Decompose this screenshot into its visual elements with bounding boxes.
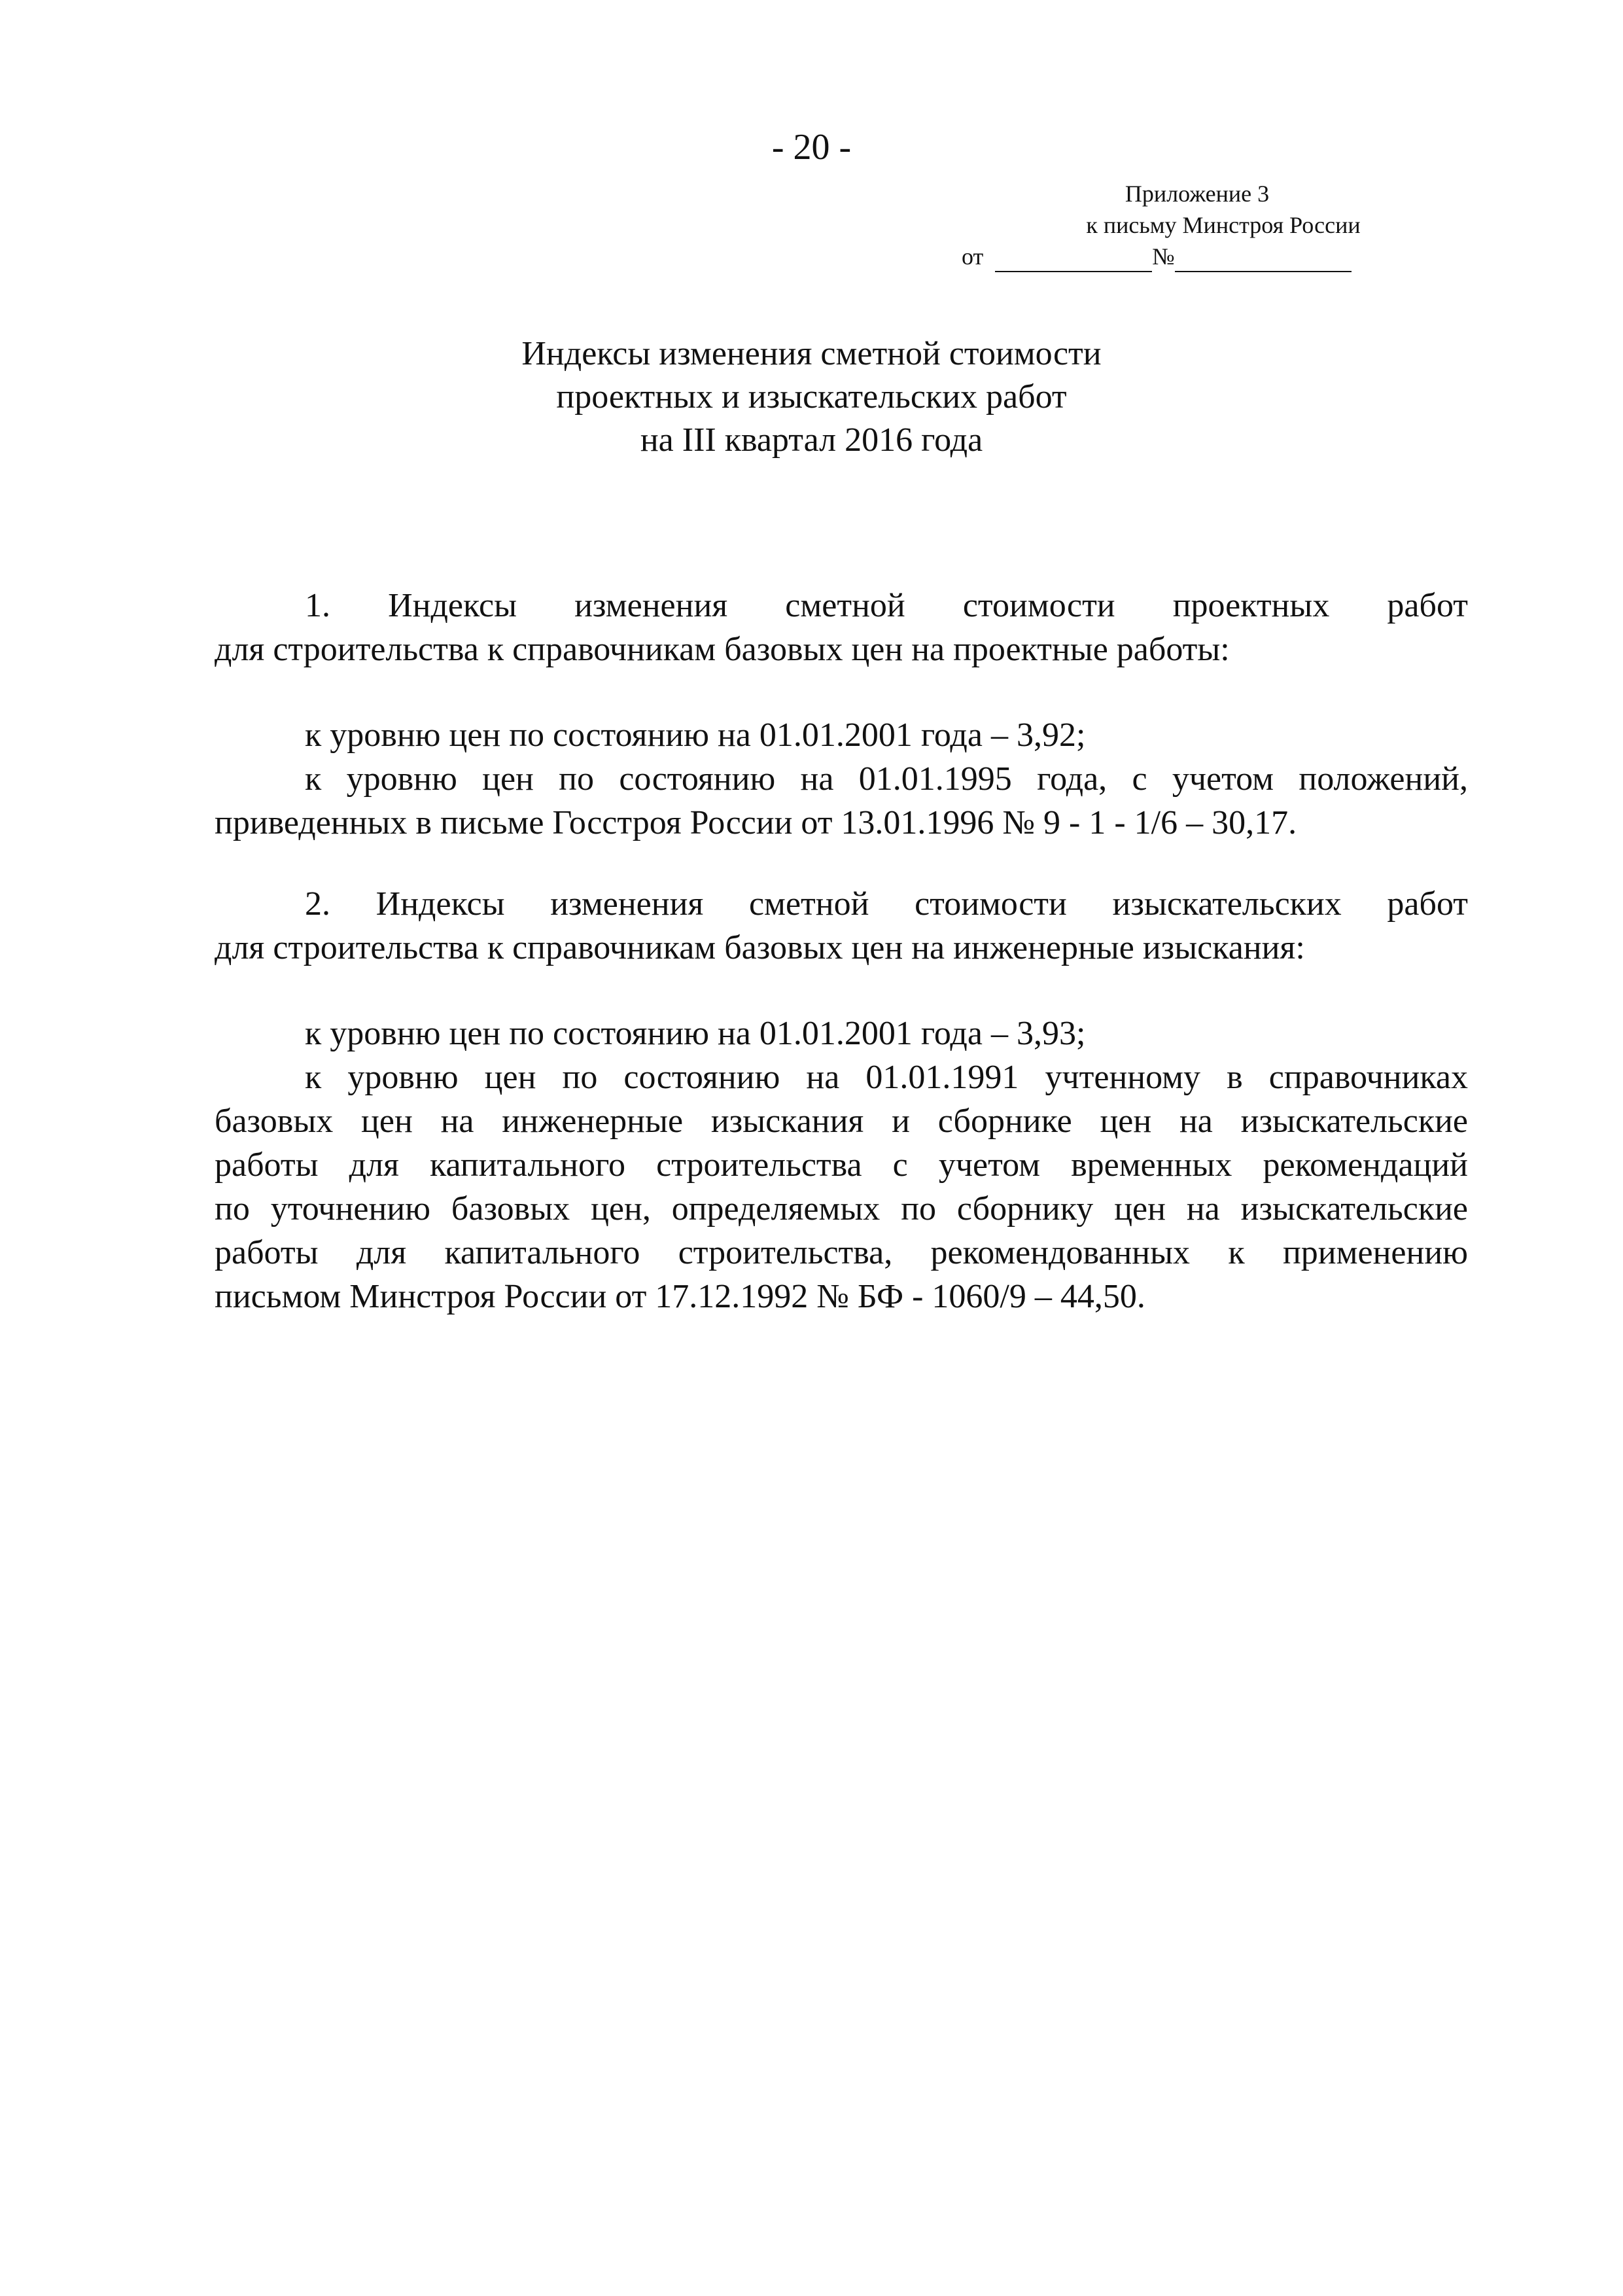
date-blank	[995, 251, 1152, 272]
title-line-2: проектных и изыскательских работ	[556, 378, 1067, 415]
section-1-item-2-line-2: приведенных в письме Госстроя России от 13.01.1996 № 9 - 1 - 1/6 – 30,17.	[215, 804, 1297, 841]
attachment-title: Приложение 3	[1125, 181, 1270, 207]
section-2-item-2-line-5: работы для капитального строительства, рекомендованных к применению	[215, 1234, 1468, 1271]
document-title	[0, 332, 1623, 462]
section-2-item-2-line-1: к уровню цен по состоянию на 01.01.1991 учтенному в справочниках	[305, 1059, 1468, 1096]
section-2-item-2-line-3: работы для капитального строительства с учетом временных рекомендаций	[215, 1146, 1468, 1184]
page-number: - 20 -	[771, 127, 852, 168]
section-2-item-2-line-2: базовых цен на инженерные изыскания и сборнике цен на изыскательские	[215, 1103, 1468, 1140]
section-1-heading-line-2: для строительства к справочникам базовых цен на проектные работы:	[215, 631, 1230, 668]
date-prefix: от	[962, 243, 984, 270]
number-blank	[1175, 251, 1352, 272]
section-1-heading-line-1: 1. Индексы изменения сметной стоимости проектных работ	[305, 587, 1468, 624]
section-2-items	[215, 1012, 1468, 1318]
title-line-3: на III квартал 2016 года	[640, 421, 983, 459]
section-1-item-1: к уровню цен по состоянию на 01.01.2001 года – 3,92;	[305, 716, 1086, 754]
section-1-item-2-line-1: к уровню цен по состоянию на 01.01.1995 года, с учетом положений,	[305, 760, 1468, 798]
number-prefix: №	[1152, 243, 1175, 270]
section-2-item-1: к уровню цен по состоянию на 01.01.2001 года – 3,93;	[305, 1015, 1086, 1052]
section-1-items	[215, 713, 1468, 845]
section-2-heading-line-1: 2. Индексы изменения сметной стоимости изыскательских работ	[305, 885, 1468, 923]
date-number-line	[962, 241, 1400, 272]
attachment-reference: к письму Минстроя России	[1086, 212, 1361, 238]
section-1-heading	[215, 584, 1468, 671]
section-2-heading-line-2: для строительства к справочникам базовых цен на инженерные изыскания:	[215, 929, 1305, 966]
title-line-1: Индексы изменения сметной стоимости	[521, 335, 1102, 372]
section-2-item-2-line-4: по уточнению базовых цен, определяемых по сборнику цен на изыскательские	[215, 1190, 1468, 1227]
attachment-block	[962, 178, 1400, 272]
section-2-item-2-line-6: письмом Минстроя России от 17.12.1992 № БФ - 1060/9 – 44,50.	[215, 1278, 1145, 1315]
section-2-heading	[215, 882, 1468, 970]
